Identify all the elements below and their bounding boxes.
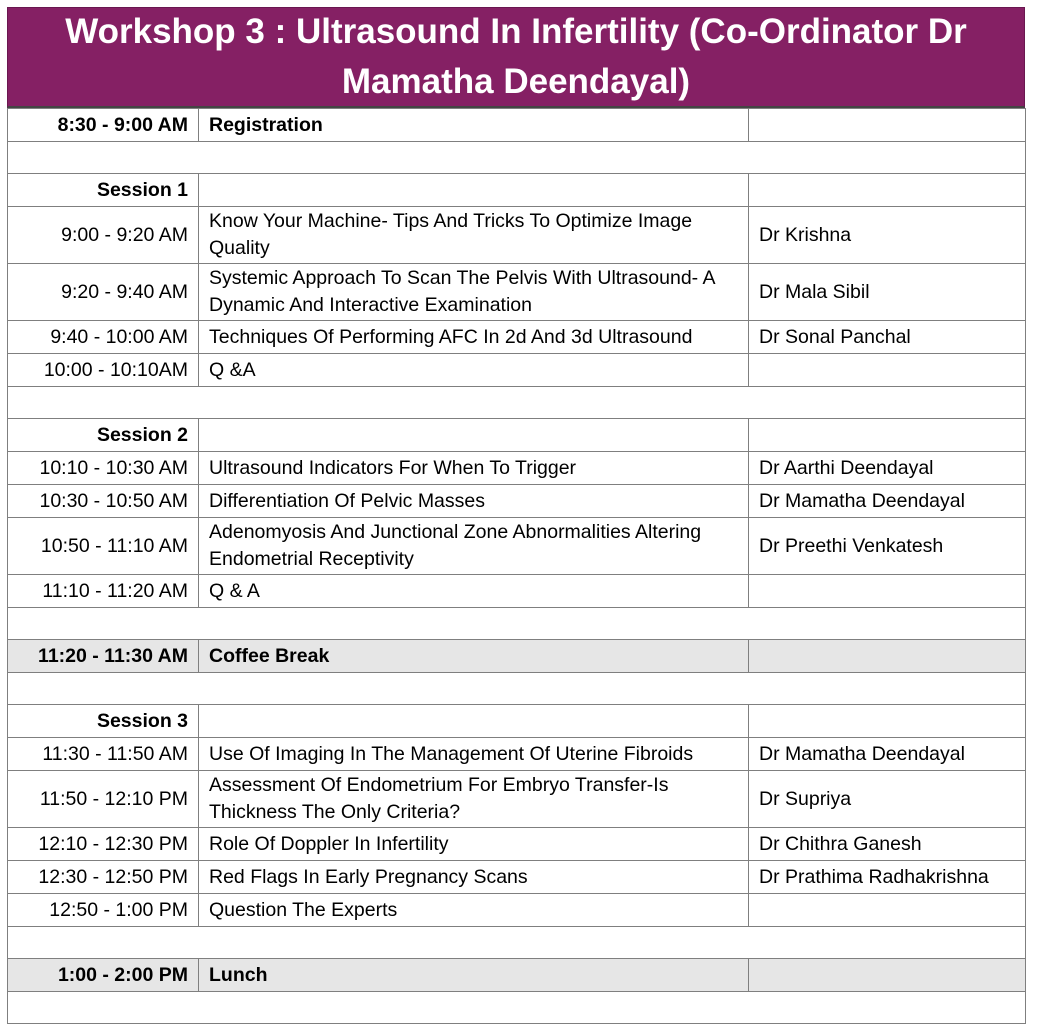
schedule-table	[7, 108, 1026, 1024]
speaker-cell: Dr Prathima Radhakrishna	[749, 861, 1026, 894]
topic-cell: Role Of Doppler In Infertility	[199, 828, 749, 861]
spacer-cell	[8, 608, 1026, 640]
topic-cell: Red Flags In Early Pregnancy Scans	[199, 861, 749, 894]
table-row	[8, 354, 1026, 387]
table-row	[8, 321, 1026, 354]
speaker-cell	[749, 575, 1026, 608]
time-cell: 10:30 - 10:50 AM	[8, 485, 199, 518]
table-row	[8, 738, 1026, 771]
spacer-row	[8, 608, 1026, 640]
time-cell: 12:30 - 12:50 PM	[8, 861, 199, 894]
topic-cell: Question The Experts	[199, 894, 749, 927]
speaker-cell: Dr Mala Sibil	[749, 264, 1026, 321]
speaker-cell	[749, 640, 1026, 673]
topic-cell: Differentiation Of Pelvic Masses	[199, 485, 749, 518]
topic-cell: Adenomyosis And Junctional Zone Abnormalities Altering Endometrial Receptivity	[199, 518, 749, 575]
topic-cell: Use Of Imaging In The Management Of Uterine Fibroids	[199, 738, 749, 771]
time-cell: 11:50 - 12:10 PM	[8, 771, 199, 828]
spacer-row	[8, 142, 1026, 174]
speaker-cell: Dr Mamatha Deendayal	[749, 738, 1026, 771]
spacer-row	[8, 927, 1026, 959]
table-row	[8, 264, 1026, 321]
session-header-row	[8, 419, 1026, 452]
speaker-cell	[749, 354, 1026, 387]
spacer-cell	[8, 142, 1026, 174]
topic-cell: Lunch	[199, 959, 749, 992]
spacer-row	[8, 673, 1026, 705]
schedule-sheet	[7, 7, 1025, 1024]
spacer-cell	[8, 927, 1026, 959]
table-row	[8, 207, 1026, 264]
spacer-row	[8, 992, 1026, 1024]
topic-cell	[199, 419, 749, 452]
time-cell: 9:20 - 9:40 AM	[8, 264, 199, 321]
topic-cell: Assessment Of Endometrium For Embryo Transfer-Is Thickness The Only Criteria?	[199, 771, 749, 828]
time-cell: 9:00 - 9:20 AM	[8, 207, 199, 264]
time-cell: 1:00 - 2:00 PM	[8, 959, 199, 992]
table-row-coffee-break	[8, 640, 1026, 673]
session-header-row	[8, 705, 1026, 738]
time-cell: 9:40 - 10:00 AM	[8, 321, 199, 354]
speaker-cell: Dr Preethi Venkatesh	[749, 518, 1026, 575]
topic-cell: Q &A	[199, 354, 749, 387]
speaker-cell: Dr Mamatha Deendayal	[749, 485, 1026, 518]
table-row	[8, 518, 1026, 575]
speaker-cell	[749, 109, 1026, 142]
speaker-cell	[749, 705, 1026, 738]
spacer-cell	[8, 992, 1026, 1024]
topic-cell: Know Your Machine- Tips And Tricks To Optimize Image Quality	[199, 207, 749, 264]
table-row	[8, 771, 1026, 828]
speaker-cell: Dr Aarthi Deendayal	[749, 452, 1026, 485]
time-cell: 10:50 - 11:10 AM	[8, 518, 199, 575]
table-row	[8, 828, 1026, 861]
topic-cell	[199, 174, 749, 207]
page-title: Workshop 3 : Ultrasound In Infertility (Co-Ordinator Dr Mamatha Deendayal)	[7, 7, 1025, 108]
speaker-cell: Dr Sonal Panchal	[749, 321, 1026, 354]
table-row	[8, 575, 1026, 608]
speaker-cell	[749, 894, 1026, 927]
spacer-cell	[8, 673, 1026, 705]
topic-cell: Ultrasound Indicators For When To Trigger	[199, 452, 749, 485]
time-cell: 11:20 - 11:30 AM	[8, 640, 199, 673]
session-label: Session 1	[8, 174, 199, 207]
time-cell: 10:10 - 10:30 AM	[8, 452, 199, 485]
table-row	[8, 861, 1026, 894]
speaker-cell	[749, 959, 1026, 992]
speaker-cell: Dr Krishna	[749, 207, 1026, 264]
table-row	[8, 894, 1026, 927]
time-cell: 10:00 - 10:10AM	[8, 354, 199, 387]
topic-cell	[199, 705, 749, 738]
session-label: Session 3	[8, 705, 199, 738]
topic-cell: Coffee Break	[199, 640, 749, 673]
topic-cell: Q & A	[199, 575, 749, 608]
topic-cell: Systemic Approach To Scan The Pelvis With Ultrasound- A Dynamic And Interactive Examination	[199, 264, 749, 321]
topic-cell: Techniques Of Performing AFC In 2d And 3d Ultrasound	[199, 321, 749, 354]
time-cell: 11:30 - 11:50 AM	[8, 738, 199, 771]
session-header-row	[8, 174, 1026, 207]
time-cell: 12:10 - 12:30 PM	[8, 828, 199, 861]
spacer-row	[8, 387, 1026, 419]
time-cell: 8:30 - 9:00 AM	[8, 109, 199, 142]
speaker-cell: Dr Chithra Ganesh	[749, 828, 1026, 861]
speaker-cell	[749, 419, 1026, 452]
session-label: Session 2	[8, 419, 199, 452]
speaker-cell: Dr Supriya	[749, 771, 1026, 828]
table-row	[8, 485, 1026, 518]
table-row	[8, 452, 1026, 485]
spacer-cell	[8, 387, 1026, 419]
time-cell: 12:50 - 1:00 PM	[8, 894, 199, 927]
topic-cell: Registration	[199, 109, 749, 142]
time-cell: 11:10 - 11:20 AM	[8, 575, 199, 608]
table-row-lunch	[8, 959, 1026, 992]
table-row-registration	[8, 109, 1026, 142]
speaker-cell	[749, 174, 1026, 207]
